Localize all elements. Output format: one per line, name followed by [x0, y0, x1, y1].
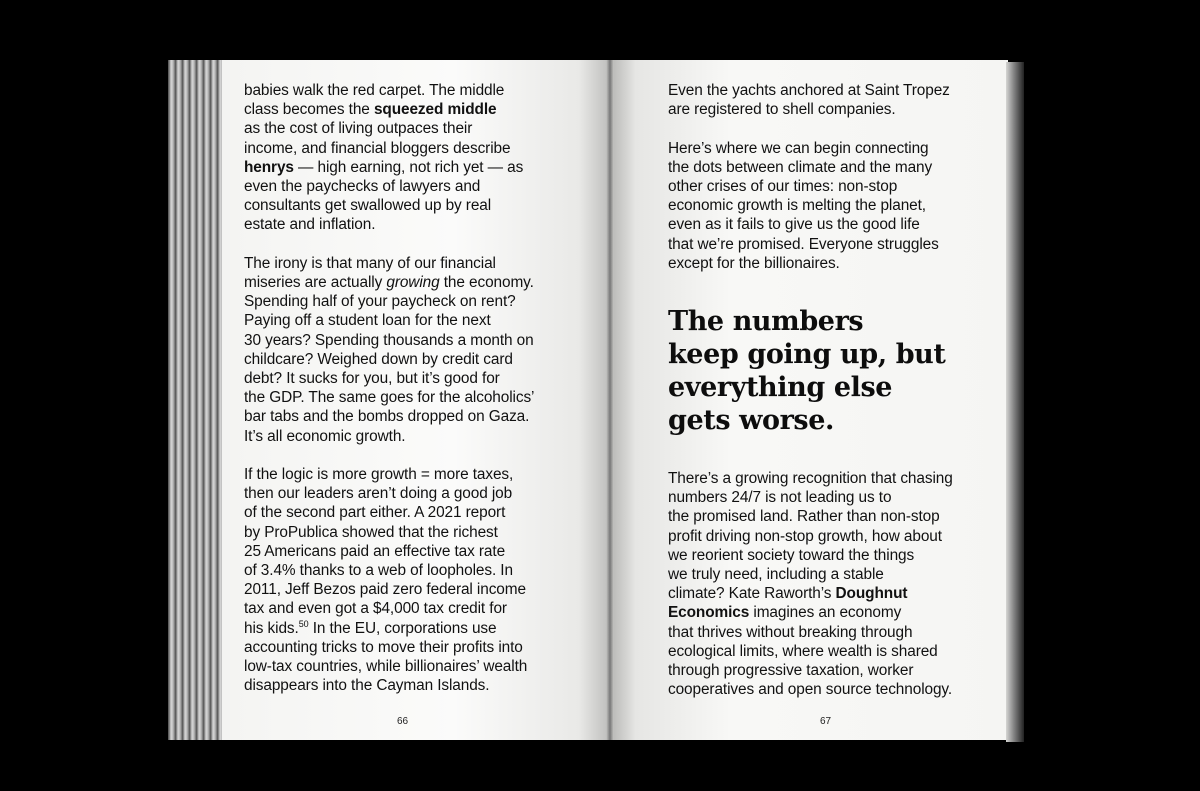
page-number-right: 67: [820, 716, 832, 727]
text-line: economic growth is melting the planet,: [668, 197, 926, 215]
right-page-edge: [1006, 62, 1024, 742]
paragraph: [668, 139, 950, 273]
pull-quote-heading: [668, 305, 946, 437]
text-line: 30 years? Spending thousands a month on: [244, 331, 534, 349]
left-page-body: [244, 81, 534, 715]
text-line: miseries are actually growing the economy.: [244, 274, 534, 292]
text-line: the GDP. The same goes for the alcoholics’: [244, 389, 535, 407]
text-line: childcare? Weighed down by credit card: [244, 350, 513, 368]
paragraph: [244, 254, 534, 446]
paragraph: [244, 465, 534, 695]
text-line: even the paychecks of lawyers and: [244, 178, 481, 196]
bold-term: henrys: [244, 158, 294, 176]
text-line: are registered to shell companies.: [668, 101, 896, 119]
page-edges: [168, 60, 226, 740]
text-line: class becomes the squeezed middle: [244, 101, 497, 119]
right-page-body-bottom: [668, 469, 953, 719]
text-line: by ProPublica showed that the richest: [244, 523, 498, 541]
text-line: as the cost of living outpaces their: [244, 120, 473, 138]
right-page-body-top: [668, 81, 950, 292]
text-line: estate and inflation.: [244, 216, 376, 234]
bold-term: squeezed middle: [373, 101, 497, 119]
text-line: we truly need, including a stable: [668, 566, 884, 584]
paragraph: [668, 469, 953, 699]
text-line: of the second part either. A 2021 report: [244, 504, 506, 522]
text-line: profit driving non-stop growth, how about: [668, 527, 942, 545]
text-line: income, and financial bloggers describe: [244, 139, 511, 157]
text-line: cooperatives and open source technology.: [668, 681, 953, 699]
text-line: ecological limits, where wealth is shared: [668, 642, 938, 660]
text-line: tax and even got a $4,000 tax credit for: [244, 600, 507, 618]
text-line: consultants get swallowed up by real: [244, 197, 492, 215]
page-number-left: 66: [397, 716, 409, 727]
text-line: There’s a growing recognition that chasing: [668, 470, 953, 487]
text-line: low-tax countries, while billionaires’ wealth: [244, 658, 528, 676]
text-line: babies walk the red carpet. The middle: [244, 82, 505, 99]
text-line: except for the billionaires.: [668, 254, 840, 272]
bold-term: Doughnut: [835, 585, 908, 603]
text-line: even as it fails to give us the good life: [668, 216, 920, 234]
text-line: henrys — high earning, not rich yet — as: [244, 158, 524, 176]
text-line: other crises of our times: non-stop: [668, 178, 898, 195]
text-line: the promised land. Rather than non-stop: [668, 508, 940, 526]
text-line: 2011, Jeff Bezos paid zero federal income: [244, 581, 526, 599]
book-gutter: [606, 60, 614, 740]
heading-line: The numbers: [668, 306, 864, 337]
text-line: Economics imagines an economy: [668, 604, 902, 622]
bold-term: Economics: [668, 604, 750, 622]
text-line: that thrives without breaking through: [668, 623, 913, 641]
text-line: of 3.4% thanks to a web of loopholes. In: [244, 562, 513, 580]
paragraph: [244, 81, 534, 235]
heading-line: everything else: [668, 372, 893, 403]
text-line: It’s all economic growth.: [244, 427, 406, 445]
paragraph: [668, 81, 950, 119]
text-line: Spending half of your paycheck on rent?: [244, 293, 516, 311]
text-line: accounting tricks to move their profits into: [244, 638, 523, 656]
text-line: Here’s where we can begin connecting: [668, 139, 929, 157]
text-line: If the logic is more growth = more taxes,: [244, 466, 514, 484]
text-line: that we’re promised. Everyone struggles: [668, 235, 939, 253]
text-line: we reorient society toward the things: [668, 546, 915, 564]
italic-term: growing: [386, 274, 440, 292]
heading-line: gets worse.: [668, 405, 834, 436]
text-line: The irony is that many of our financial: [244, 254, 496, 272]
text-line: Paying off a student loan for the next: [244, 312, 491, 330]
text-line: climate? Kate Raworth’s Doughnut: [668, 585, 908, 603]
text-line: then our leaders aren’t doing a good job: [244, 485, 513, 503]
text-line: Even the yachts anchored at Saint Tropez: [668, 82, 950, 99]
text-line: bar tabs and the bombs dropped on Gaza.: [244, 408, 530, 426]
text-line: disappears into the Cayman Islands.: [244, 677, 490, 695]
text-line: the dots between climate and the many: [668, 158, 933, 176]
heading-line: keep going up, but: [668, 339, 946, 370]
text-line: through progressive taxation, worker: [668, 662, 914, 680]
footnote-marker: 50: [298, 618, 309, 629]
text-line: numbers 24/7 is not leading us to: [668, 489, 892, 507]
text-line: debt? It sucks for you, but it’s good for: [244, 370, 500, 388]
text-line: his kids.$^{50}$ In the EU, corporations use: [244, 618, 497, 637]
text-line: 25 Americans paid an effective tax rate: [244, 542, 506, 560]
